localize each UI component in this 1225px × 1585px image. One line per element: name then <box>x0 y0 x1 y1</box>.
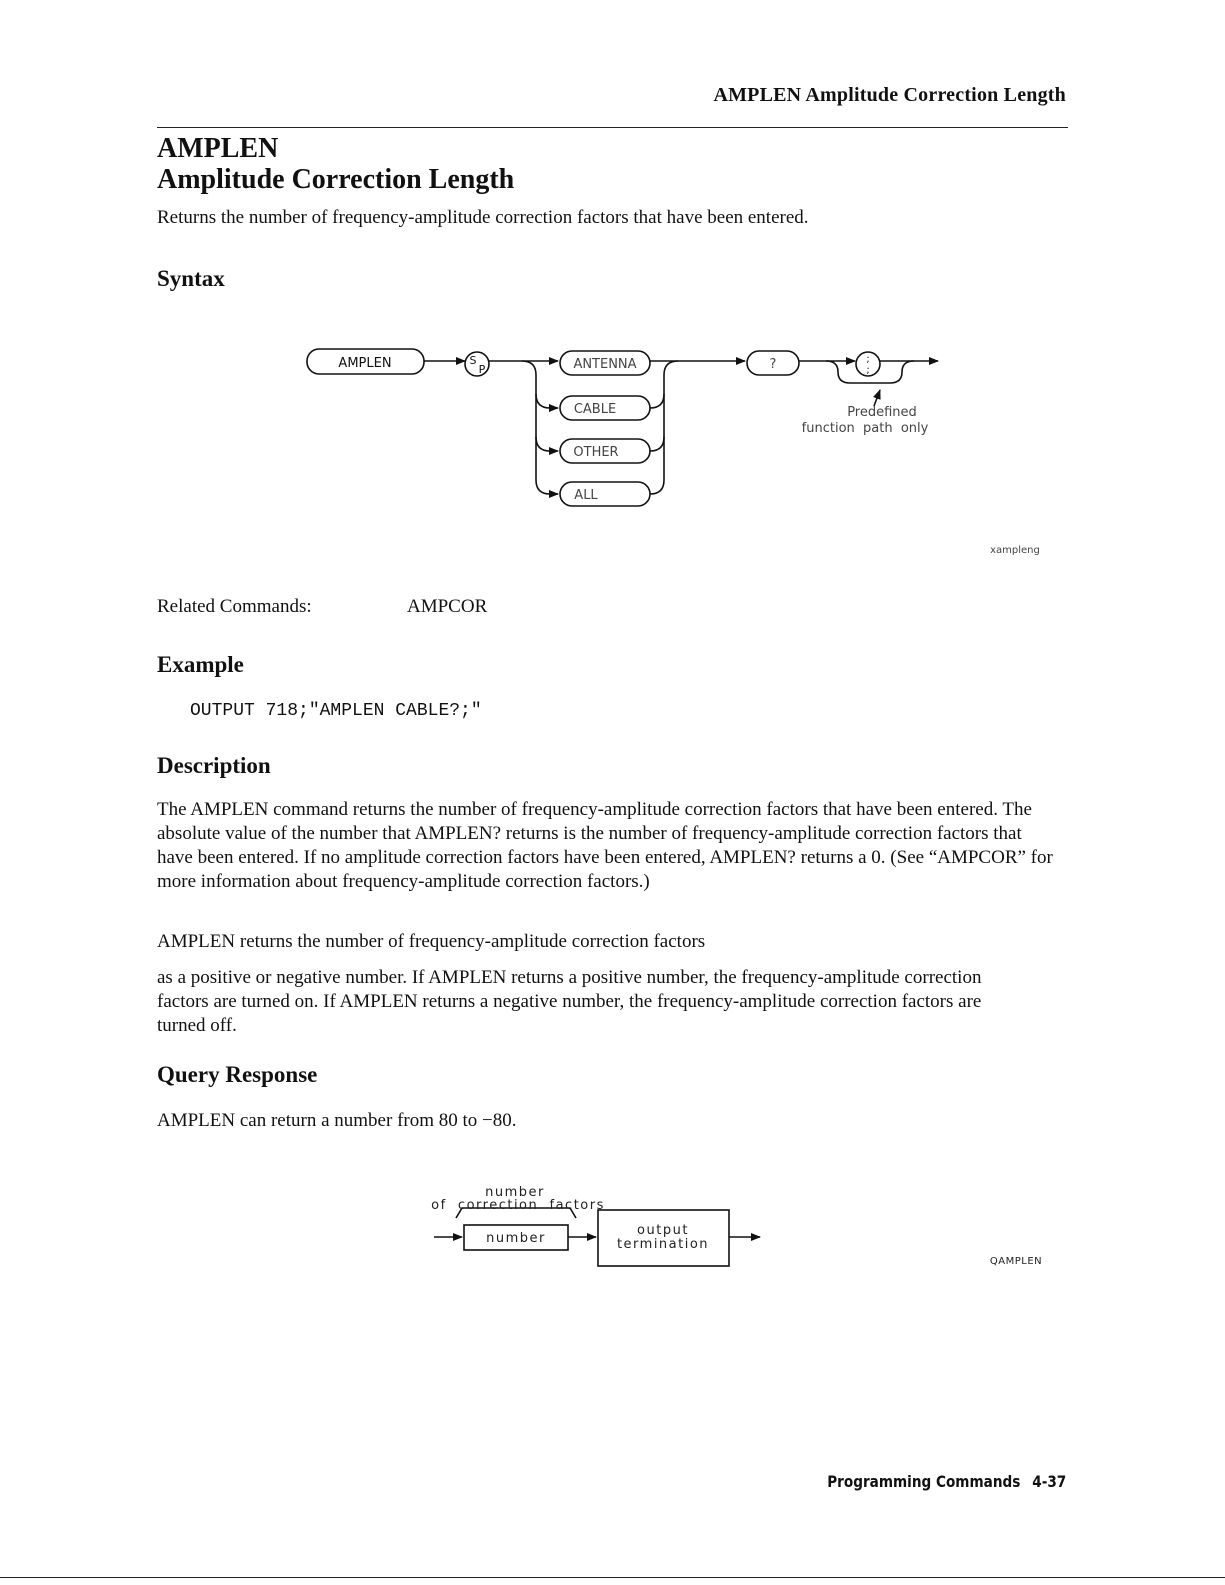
option-other: OTHER <box>573 445 619 460</box>
syntax-note-line2: function path only <box>801 421 929 436</box>
space-p: P <box>478 363 486 376</box>
query-response-diagram <box>0 1160 1225 1280</box>
syntax-heading: Syntax <box>157 266 225 291</box>
terminator-top: ; <box>866 354 870 365</box>
termination-label: termination <box>616 1237 710 1252</box>
query-symbol: ? <box>769 357 777 372</box>
query-response-heading: Query Response <box>157 1062 318 1087</box>
header-rule <box>157 127 1068 128</box>
space-s: S <box>469 354 477 367</box>
footer-page-number: 4-37 <box>1031 1472 1066 1491</box>
qr-label-line1: number <box>485 1185 545 1200</box>
description-paragraph-1: The AMPLEN command returns the number of frequency-amplitude correction factors that have been entered. The absolute value of the number that AMPLEN? returns is the number of frequency-amplitude correction factors that have been entered. If no amplitude correction factors have been entered, AMPLEN? returns a 0. (See “AMPCOR” for more information about frequency-amplitude correction factors.) <box>157 799 1053 892</box>
example-heading: Example <box>157 652 244 677</box>
footer-section: Programming Commands <box>826 1472 1021 1491</box>
bottom-rule <box>0 1577 1225 1578</box>
option-antenna: ANTENNA <box>573 357 637 372</box>
description-paragraph-3: as a positive or negative number. If AMPLEN returns a positive number, the frequency-amplitude correction factors are turned on. If AMPLEN returns a negative number, the frequency-amplitude correction factors are turned off. <box>157 967 982 1036</box>
syntax-figure-id: xampleng <box>990 545 1040 556</box>
syntax-note-line1: Predefined <box>847 405 917 420</box>
command-name: AMPLEN <box>157 133 279 164</box>
number-label: number <box>486 1231 546 1246</box>
running-head: AMPLEN Amplitude Correction Length <box>713 84 1066 106</box>
terminator-bottom: ; <box>866 365 870 376</box>
query-response-text: AMPLEN can return a number from 80 to −80. <box>157 1110 517 1131</box>
syntax-diagram <box>0 300 1225 560</box>
example-code: OUTPUT 718;"AMPLEN CABLE?;" <box>190 701 482 721</box>
description-heading: Description <box>157 753 271 778</box>
output-label: output <box>637 1223 689 1238</box>
option-cable: CABLE <box>573 402 617 417</box>
qr-figure-id: QAMPLEN <box>989 1256 1043 1267</box>
page-footer <box>827 1472 1066 1491</box>
amplen-keyword: AMPLEN <box>338 356 392 371</box>
description-paragraph-2: AMPLEN returns the number of frequency-amplitude correction factors <box>157 931 706 952</box>
qr-label-line2: of correction factors <box>431 1198 605 1213</box>
option-all: ALL <box>574 488 598 503</box>
command-title: Amplitude Correction Length <box>157 164 515 195</box>
related-commands-label: Related Commands: <box>157 596 312 617</box>
related-commands-value: AMPCOR <box>407 596 488 617</box>
summary-text: Returns the number of frequency-amplitude correction factors that have been entered. <box>157 207 809 228</box>
